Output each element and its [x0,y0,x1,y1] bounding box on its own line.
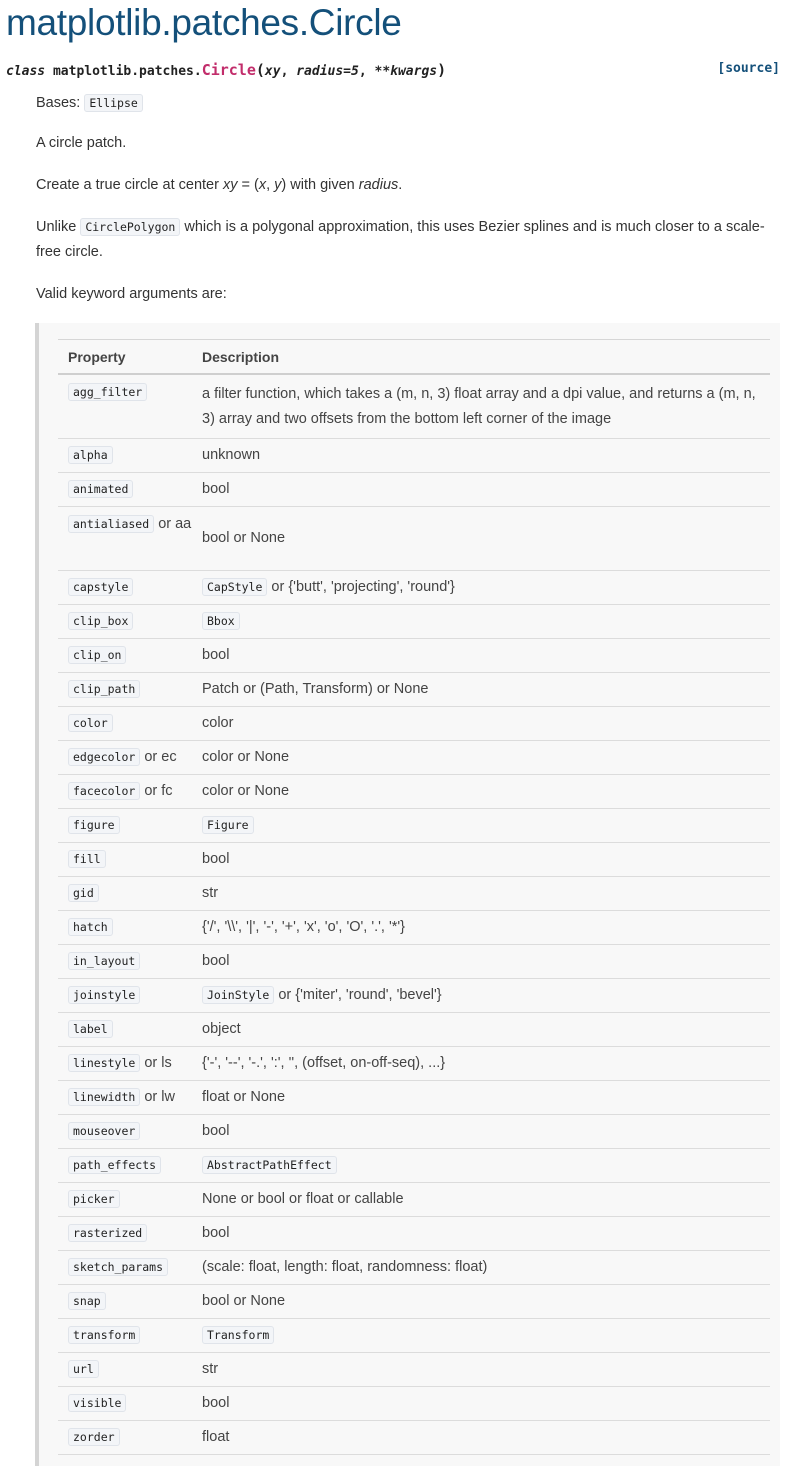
properties-table [58,339,770,1455]
description-text: bool [202,647,230,663]
description-text: bool [202,1123,230,1139]
property-cell [58,374,192,439]
signature-open-paren: ( [255,61,265,79]
description-cell [192,374,770,439]
description-cell [192,877,770,911]
property-name-link[interactable]: fill [68,850,106,868]
description-x: x [258,177,267,193]
signature-separator: , [280,64,297,79]
property-alias: or aa [154,516,192,532]
description-type-link[interactable]: CapStyle [202,578,267,596]
property-alias: or ls [140,1055,172,1071]
description-type-link[interactable]: Bbox [202,612,240,630]
property-name-link[interactable]: animated [68,480,133,498]
table-row [58,1421,770,1455]
property-name-link[interactable]: clip_box [68,612,133,630]
description-text: {'-', '--', '-.', ':', '', (offset, on-off-seq), ...} [202,1055,446,1071]
description-text: bool [202,1225,230,1241]
signature-module: matplotlib.patches. [52,64,202,79]
property-cell [58,843,192,877]
table-body [58,374,770,1455]
table-row [58,1183,770,1217]
property-name-link[interactable]: sketch_params [68,1258,168,1276]
property-name-link[interactable]: gid [68,884,99,902]
signature-class-name: Circle [201,61,256,79]
property-name-link[interactable]: path_effects [68,1156,161,1174]
table-row [58,639,770,673]
description-part: Create a true circle at center [36,177,223,193]
table-row [58,911,770,945]
description-cell [192,1217,770,1251]
description-cell [192,707,770,741]
property-cell [58,809,192,843]
table-row [58,979,770,1013]
unlike-paragraph [36,215,782,265]
kwargs-panel [35,323,780,1466]
description-radius: radius [358,177,399,193]
property-name-link[interactable]: joinstyle [68,986,140,1004]
property-cell [58,979,192,1013]
description-text: color or None [202,749,290,765]
description-text: bool [202,851,230,867]
unlike-suffix: which is a polygonal approximation, this uses Bezier splines and is much closer to a scale-free circle. [36,219,765,260]
description-part: . [398,177,403,193]
property-cell [58,639,192,673]
description-cell [192,843,770,877]
property-name-link[interactable]: clip_on [68,646,126,664]
property-name-link[interactable]: clip_path [68,680,140,698]
table-row [58,945,770,979]
table-row [58,1149,770,1183]
property-cell [58,1115,192,1149]
table-row [58,877,770,911]
table-row [58,707,770,741]
description-type-link[interactable]: JoinStyle [202,986,274,1004]
table-row [58,1387,770,1421]
description-part: , [266,177,275,193]
table-row [58,775,770,809]
description-text: {'/', '\\', '|', '-', '+', 'x', 'o', 'O', '.', '*'} [202,919,405,935]
property-cell [58,1149,192,1183]
description-cell [192,1353,770,1387]
property-cell [58,673,192,707]
property-name-link[interactable]: antialiased [68,515,154,533]
property-cell [58,1013,192,1047]
class-signature [6,61,780,83]
property-name-link[interactable]: in_layout [68,952,140,970]
description-text: Patch or (Path, Transform) or None [202,681,429,697]
description-type-link[interactable]: Transform [202,1326,274,1344]
property-name-link[interactable]: color [68,714,113,732]
property-name-link[interactable]: transform [68,1326,140,1344]
description-text: str [202,1361,219,1377]
description-text: color [202,715,234,731]
table-row [58,507,770,571]
description-xy: xy [222,177,238,193]
signature-param-xy: xy [264,64,281,79]
property-name-link[interactable]: label [68,1020,113,1038]
description-cell [192,1387,770,1421]
description-text: object [202,1021,241,1037]
description-cell [192,571,770,605]
property-cell [58,1047,192,1081]
description-cell [192,605,770,639]
property-cell [58,1081,192,1115]
description-text: None or bool or float or callable [202,1191,404,1207]
description-cell [192,639,770,673]
table-row [58,1251,770,1285]
property-name-link[interactable]: snap [68,1292,106,1310]
property-name-link[interactable]: figure [68,816,120,834]
description-cell [192,1149,770,1183]
table-row [58,809,770,843]
signature-keyword: class [6,64,46,79]
table-row [58,1353,770,1387]
description-cell [192,673,770,707]
description-y: y [274,177,282,193]
description-cell [192,1013,770,1047]
table-row [58,605,770,639]
property-alias: or lw [140,1089,175,1105]
signature-separator: , [358,64,375,79]
signature-close-paren: ) [437,61,447,79]
summary-text: A circle patch. [36,135,127,151]
description-text: (scale: float, length: float, randomness: float) [202,1259,488,1275]
property-cell [58,1183,192,1217]
property-name-link[interactable]: zorder [68,1428,120,1446]
table-row [58,1081,770,1115]
description-text [36,173,782,198]
table-row [58,571,770,605]
property-cell [58,1251,192,1285]
description-cell [192,979,770,1013]
source-link[interactable]: [source] [717,61,780,76]
property-cell [58,877,192,911]
description-type-link[interactable]: AbstractPathEffect [202,1156,337,1174]
property-name-link[interactable]: linestyle [68,1054,140,1072]
description-part: ) with given [281,177,359,193]
property-cell [58,473,192,507]
property-cell [58,507,192,571]
description-cell [192,809,770,843]
property-cell [58,911,192,945]
table-row [58,843,770,877]
description-cell [192,775,770,809]
description-cell [192,741,770,775]
kwargs-intro: Valid keyword arguments are: [36,286,227,302]
property-name-link[interactable]: capstyle [68,578,133,596]
property-cell [58,605,192,639]
table-row [58,1013,770,1047]
table-row [58,473,770,507]
signature-param-radius: radius=5 [296,64,359,79]
property-cell [58,775,192,809]
property-name-link[interactable]: edgecolor [68,748,140,766]
description-cell [192,1251,770,1285]
description-text: color or None [202,783,290,799]
property-name-link[interactable]: alpha [68,446,113,464]
property-name-link[interactable]: picker [68,1190,120,1208]
table-row [58,741,770,775]
property-name-link[interactable]: hatch [68,918,113,936]
description-cell [192,1285,770,1319]
property-cell [58,1387,192,1421]
table-row [58,374,770,439]
description-text: bool [202,953,230,969]
description-cell [192,1421,770,1455]
description-cell [192,439,770,473]
description-cell [192,945,770,979]
circlepolygon-link[interactable]: CirclePolygon [80,218,180,236]
property-cell [58,571,192,605]
property-cell [58,1319,192,1353]
unlike-prefix: Unlike [36,219,81,235]
property-cell [58,741,192,775]
description-cell [192,1183,770,1217]
signature-param-kwargs: **kwargs [374,64,438,79]
description-cell [192,911,770,945]
description-cell [192,1081,770,1115]
property-cell [58,1217,192,1251]
description-text: bool or None [202,1293,286,1309]
description-text: a filter function, which takes a (m, n, 3) float array and a dpi value, and returns a (m, n, 3) array and two offsets from the bottom left corner of the image [202,385,756,427]
property-cell [58,707,192,741]
property-cell [58,439,192,473]
description-cell [192,1319,770,1353]
table-row [58,439,770,473]
bases-ellipse-link[interactable]: Ellipse [84,94,142,112]
property-alias: or fc [140,783,173,799]
property-name-link[interactable]: linewidth [68,1088,140,1106]
property-name-link[interactable]: mouseover [68,1122,140,1140]
table-row [58,673,770,707]
description-text: or {'butt', 'projecting', 'round'} [267,579,455,595]
property-name-link[interactable]: facecolor [68,782,140,800]
table-header-row [58,340,770,375]
description-text: bool [202,1395,230,1411]
description-cell [192,1115,770,1149]
description-text: bool [202,481,230,497]
description-text: str [202,885,219,901]
table-row [58,1285,770,1319]
description-cell [192,507,770,571]
description-text: unknown [202,447,261,463]
bases-line [36,91,782,116]
property-name-link[interactable]: rasterized [68,1224,147,1242]
table-row [58,1047,770,1081]
description-cell [192,473,770,507]
header-property: Property [58,340,192,375]
page-title: matplotlib.patches.Circle [6,2,402,43]
description-text: or {'miter', 'round', 'bevel'} [274,987,442,1003]
header-description: Description [192,340,770,375]
description-type-link[interactable]: Figure [202,816,254,834]
description-text: float or None [202,1089,286,1105]
property-cell [58,1353,192,1387]
property-cell [58,1421,192,1455]
property-name-link[interactable]: url [68,1360,99,1378]
description-cell [192,1047,770,1081]
description-text: bool or None [202,530,286,546]
table-row [58,1115,770,1149]
property-name-link[interactable]: visible [68,1394,126,1412]
description-text: float [202,1429,230,1445]
property-alias: or ec [140,749,177,765]
property-cell [58,945,192,979]
property-cell [58,1285,192,1319]
description-part: = ( [237,177,259,193]
table-row [58,1319,770,1353]
bases-prefix: Bases: [36,95,85,111]
table-row [58,1217,770,1251]
property-name-link[interactable]: agg_filter [68,383,147,401]
